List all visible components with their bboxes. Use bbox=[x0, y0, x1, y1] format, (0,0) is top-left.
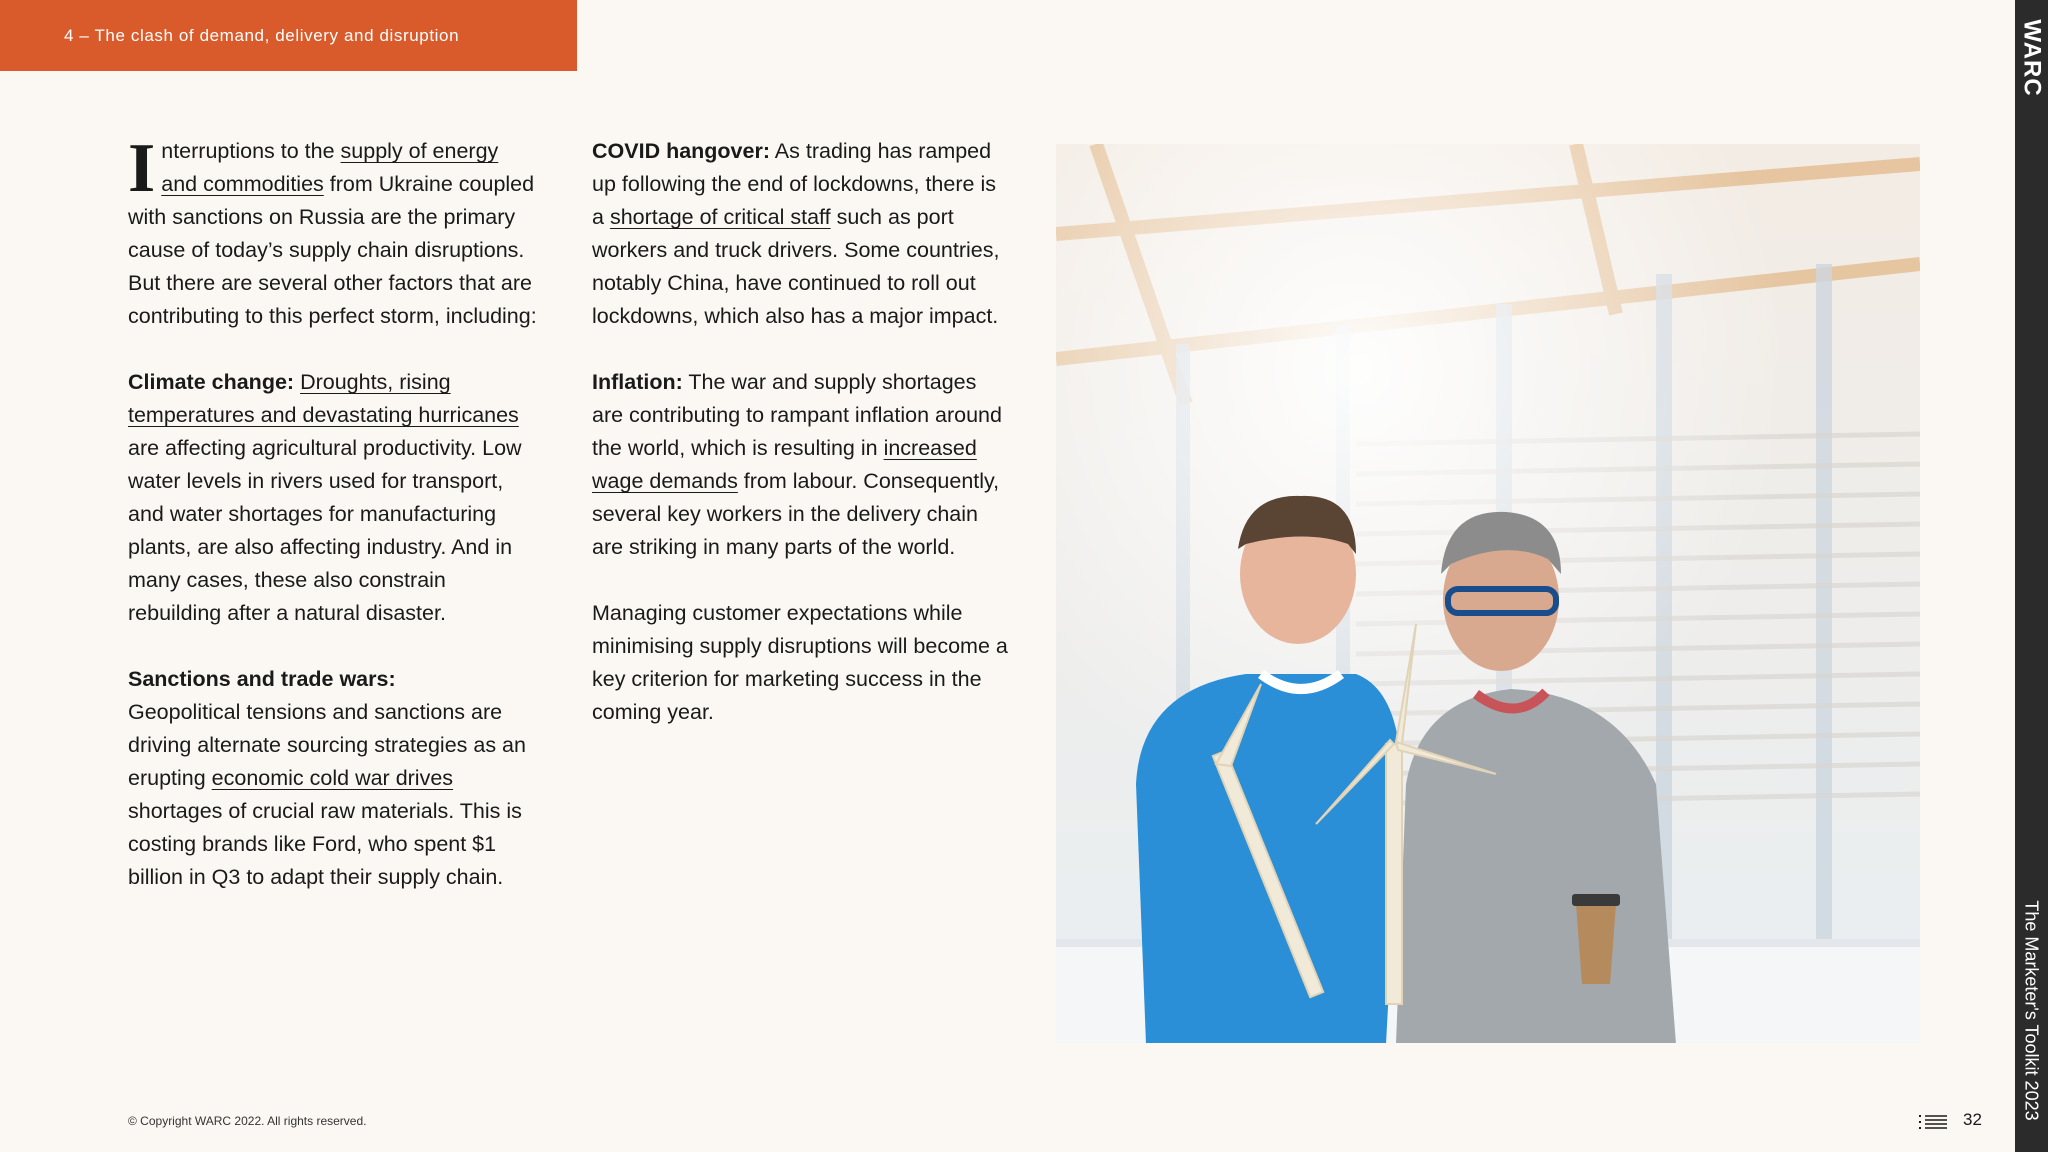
list-menu-icon[interactable] bbox=[1919, 1114, 1951, 1130]
inflation-paragraph bbox=[592, 366, 1012, 564]
inflation-text-1: The war and supply shortages are contributing to rampant inflation around the world, which is resulting in bbox=[592, 370, 1002, 460]
inflation-text-2: from labour. Consequently, several key workers in the delivery chain are striking in many parts of the world. bbox=[592, 469, 1000, 559]
climate-paragraph bbox=[128, 366, 538, 630]
intro-text-1: nterruptions to the bbox=[161, 139, 341, 163]
section-tab bbox=[0, 0, 577, 71]
page-number: 32 bbox=[1963, 1110, 1982, 1129]
wage-demands-link[interactable]: increased wage demands bbox=[592, 436, 977, 493]
copyright-notice: © Copyright WARC 2022. All rights reserved. bbox=[128, 1114, 367, 1128]
closing-paragraph: Managing customer expectations while minimising supply disruptions will become a key criterion for marketing success in the coming year. bbox=[592, 601, 1008, 724]
intro-text-2: from Ukraine coupled with sanctions on Russia are the primary cause of today’s supply chain disruptions. But there are several other factors that are contributing to this perfect storm, including: bbox=[128, 172, 537, 328]
staff-shortage-link[interactable]: shortage of critical staff bbox=[609, 205, 831, 229]
sanctions-paragraph bbox=[128, 663, 538, 894]
sanctions-heading: Sanctions and trade wars: bbox=[128, 667, 396, 691]
climate-link[interactable]: Droughts, rising temperatures and devastating hurricanes bbox=[128, 370, 519, 427]
inflation-heading: Inflation: bbox=[592, 370, 683, 394]
climate-text: are affecting agricultural productivity. Low water levels in rivers used for transport, and water shortages for manufacturing plants, are also affecting industry. And in many cases, these also constrain rebuilding after a natural disaster. bbox=[128, 436, 522, 625]
brand-sidebar bbox=[2015, 0, 2048, 1152]
section-label: 4 – The clash of demand, delivery and disruption bbox=[64, 25, 460, 45]
warc-logo: WARC bbox=[2018, 19, 2046, 97]
cold-war-link[interactable]: economic cold war drives bbox=[211, 766, 454, 790]
edition-title: The Marketer's Toolkit 2023 bbox=[2022, 899, 2042, 1121]
covid-heading: COVID hangover: bbox=[592, 139, 770, 163]
supply-energy-link[interactable]: supply of energy and commodities bbox=[161, 139, 499, 196]
climate-heading: Climate change: bbox=[128, 370, 295, 394]
covid-paragraph bbox=[592, 135, 1012, 333]
sanctions-text-1: Geopolitical tensions and sanctions are driving alternate sourcing strategies as an erupting bbox=[128, 700, 526, 790]
covid-text-1: As trading has ramped up following the end of lockdowns, there is a bbox=[592, 139, 996, 229]
text-column-right bbox=[592, 135, 1012, 762]
dropcap: I bbox=[128, 130, 156, 207]
text-column-left bbox=[128, 130, 538, 927]
sanctions-text-2: shortages of crucial raw materials. This is costing brands like Ford, who spent $1 billion in Q3 to adapt their supply chain. bbox=[128, 799, 522, 889]
intro-paragraph bbox=[128, 130, 538, 333]
hero-photo bbox=[1056, 144, 1920, 1043]
covid-text-2: such as port workers and truck drivers. Some countries, notably China, have continued to roll out lockdowns, which also has a major impact. bbox=[592, 205, 1000, 328]
